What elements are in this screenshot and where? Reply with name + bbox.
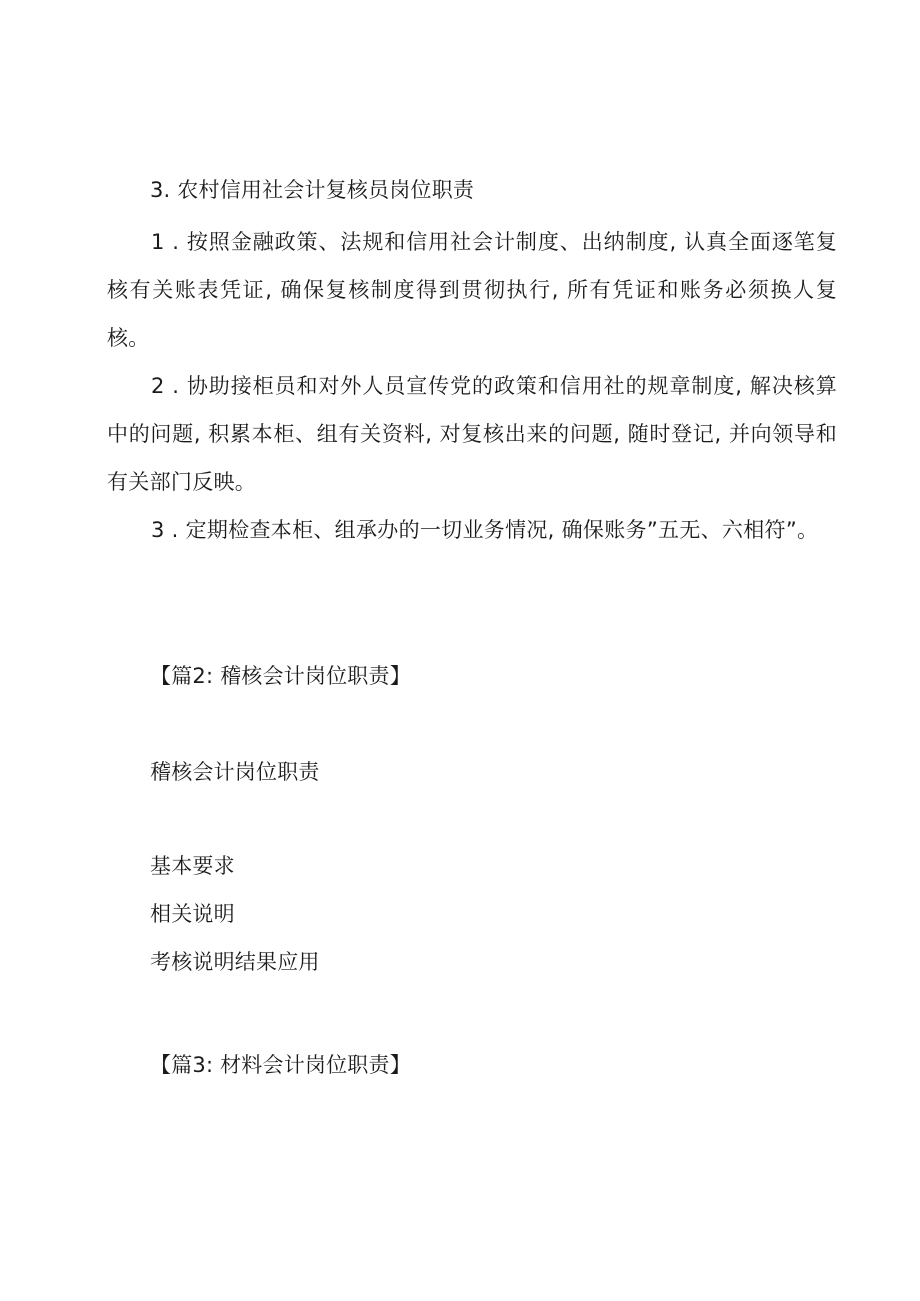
chapter-2-list-item: 相关说明 [150, 902, 235, 926]
duty-item-3: 3 . 定期检查本柜、组承办的一切业务情况, 确保账务”五无、六相符”。 [151, 518, 819, 542]
chapter-3-heading: 【篇3: 材料会计岗位职责】 [150, 1053, 411, 1077]
duty-item-1: 1 . 按照金融政策、法规和信用社会计制度、出纳制度, 认真全面逐笔复核有关账表凭证, 确保复核制度得到贯彻执行, 所有凭证和账务必须换人复核。 [107, 230, 837, 350]
chapter-2-heading: 【篇2: 稽核会计岗位职责】 [150, 664, 411, 688]
chapter-2-list-item: 考核说明结果应用 [150, 950, 320, 974]
section-title: 3. 农村信用社会计复核员岗位职责 [150, 178, 475, 202]
chapter-2-title: 稽核会计岗位职责 [150, 760, 320, 784]
chapter-2-list-item: 基本要求 [150, 854, 235, 878]
duty-item-2: 2 . 协助接柜员和对外人员宣传党的政策和信用社的规章制度, 解决核算中的问题, 积累本柜、组有关资料, 对复核出来的问题, 随时登记, 并向领导和有关部门反映。 [107, 374, 837, 494]
